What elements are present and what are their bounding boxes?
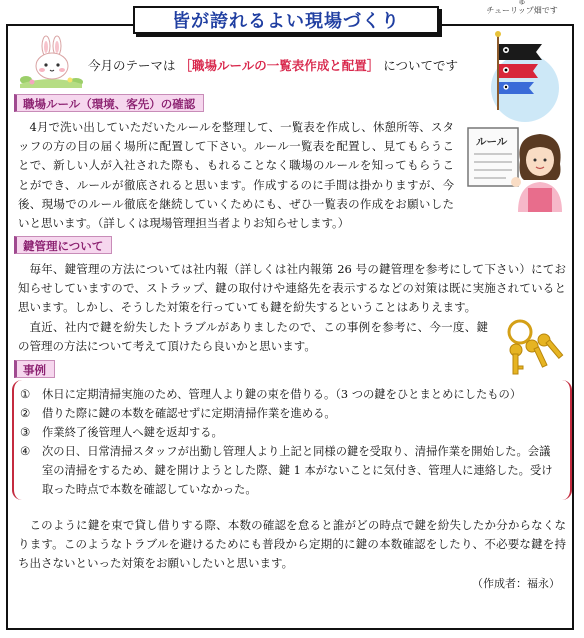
theme-highlight: ［職場ルールの一覧表作成と配置］ bbox=[179, 58, 380, 73]
rule-board-label: ルール bbox=[476, 136, 508, 148]
page-title: 皆が誇れるよい現場づくり bbox=[172, 11, 400, 32]
case-text: 休日に定期清掃実施のため、管理人より鍵の束を借りる。（3 つの鍵をひとまとめにしたもの） bbox=[42, 388, 522, 401]
rabbit-icon bbox=[16, 40, 86, 88]
section1-paragraph: 4月で洗い出していただいたルールを整理して、一覧表を作成し、休憩所等、スタッフの方の目の届く場所に配置して下さい。ルール一覧表を配置し、見てもらうことで、新しい人が入社された際も、もれることなく職場のルールを知ってもらうことができ、ルールが徹底されると思います。作成するのに手間は掛かりますが、今後、現場でのルール徹底を継続していくためにも、ぜひ一覧表の作成をお願いしたいと思います。（詳しくは現場管理担当者よりお知らせします。） bbox=[18, 120, 454, 231]
case-number: ① bbox=[20, 388, 31, 401]
case-item bbox=[20, 423, 560, 442]
section2-body bbox=[18, 260, 566, 318]
title-banner bbox=[133, 6, 439, 34]
case-text: 作業終了後管理人へ鍵を返却する。 bbox=[42, 426, 223, 439]
conclusion bbox=[18, 516, 566, 574]
section3-heading: 事例 bbox=[14, 360, 55, 378]
keys-icon bbox=[500, 316, 562, 378]
section2-body2 bbox=[18, 318, 488, 356]
koinobori-icon bbox=[482, 30, 568, 110]
theme-line bbox=[88, 56, 488, 74]
case-item bbox=[20, 404, 560, 423]
section2-paragraph1: 毎年、鍵管理の方法については社内報（詳しくは社内報第 26 号の鍵管理を参考にして下さい）にてお知らせしていますので、ストラップ、鍵の取付けや連絡先を表示するなどの対策は既に実施されていると思います。しかし、そうした対策を行っていても鍵を紛失するということはありえます。 bbox=[18, 262, 566, 315]
theme-prefix: 今月のテーマは bbox=[88, 58, 176, 73]
case-text: 借りた際に鍵の本数を確認せずに定期清掃作業を進める。 bbox=[42, 407, 336, 420]
case-text: 次の日、日常清掃スタッフが出勤し管理人より上記と同様の鍵を受取り、清掃作業を開始した。会議室の清掃をするため、鍵を開けようとした際、鍵 1 本がないことに気付き、管理人に連絡した。受け取った時点で本数を確認していなかった。 bbox=[42, 445, 553, 496]
section1-body bbox=[18, 118, 454, 233]
section2-heading: 鍵管理について bbox=[14, 236, 112, 254]
case-item bbox=[20, 385, 560, 404]
theme-suffix: についてです bbox=[383, 58, 459, 73]
woman-icon bbox=[506, 130, 572, 212]
case-number: ② bbox=[20, 407, 31, 420]
corner-note-line1: ゅ bbox=[518, 0, 526, 6]
corner-note-line2: チューリップ畑です bbox=[486, 6, 558, 15]
case-number: ④ bbox=[20, 445, 31, 458]
conclusion-paragraph: このように鍵を束で貸し借りする際、本数の確認を怠ると誰がどの時点で鍵を紛失したか分からなくなります。このようなトラブルを避けるためにも普段から定期的に鍵の本数確認をしたり、不必要な鍵を持ち出さないといった対策をお願いしたいと思います。 bbox=[18, 518, 566, 571]
section2-paragraph2: 直近、社内で鍵を紛失したトラブルがありましたので、この事例を参考に、今一度、鍵の管理の方法について考えて頂けたら良いかと思います。 bbox=[18, 320, 488, 354]
author: （作成者：福永） bbox=[472, 577, 560, 590]
case-item bbox=[20, 442, 560, 499]
case-number: ③ bbox=[20, 426, 31, 439]
corner-note bbox=[464, 0, 580, 18]
section1-heading: 職場ルール（環境、客先）の確認 bbox=[14, 94, 204, 112]
case-list bbox=[20, 385, 560, 499]
